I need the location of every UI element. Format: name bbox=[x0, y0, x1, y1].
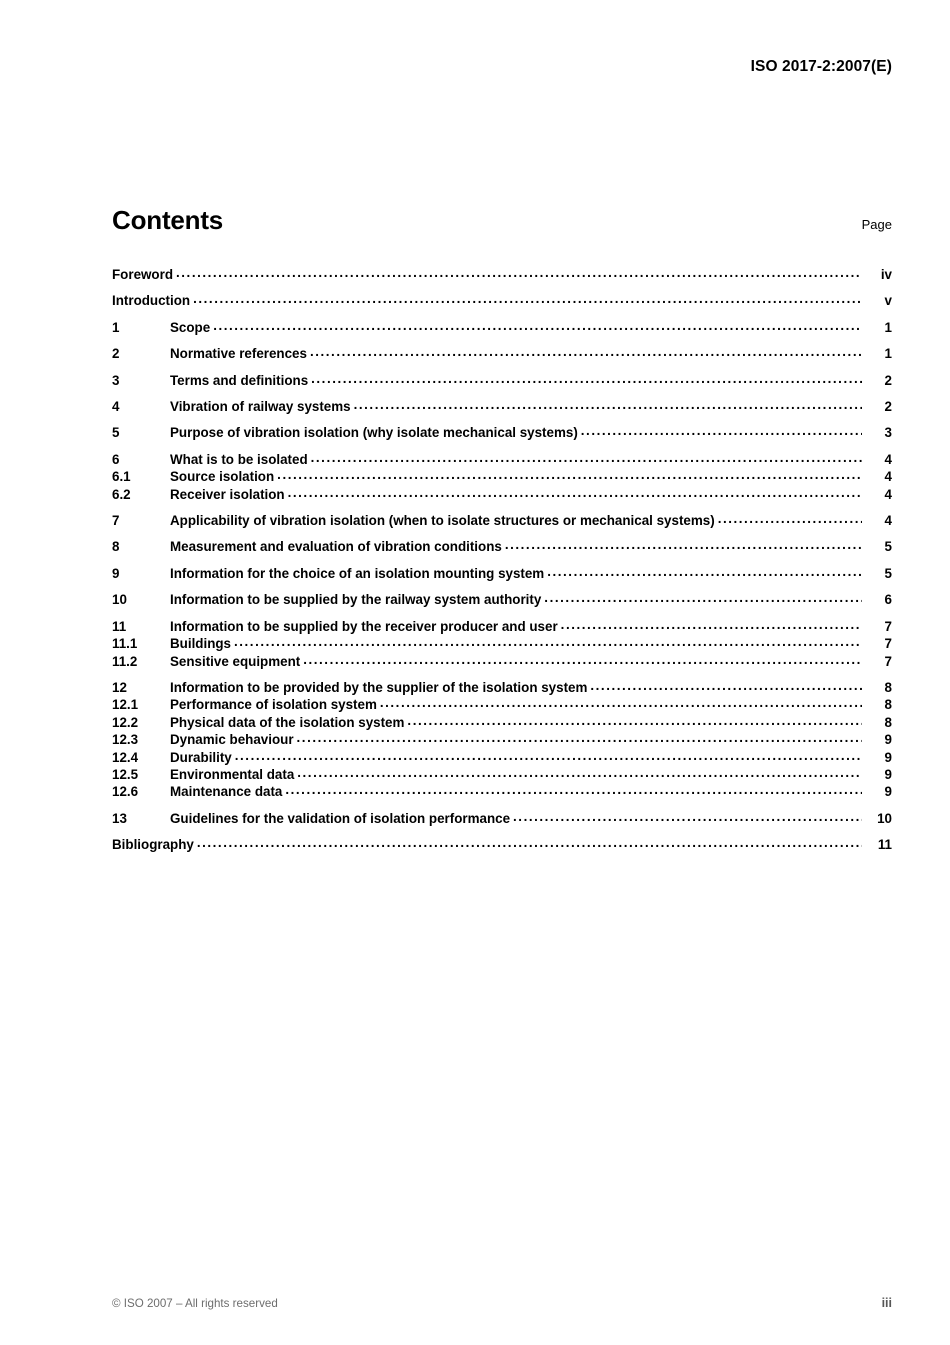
toc-leader-dots bbox=[311, 451, 862, 464]
toc-leader-dots bbox=[505, 538, 862, 551]
toc-entry-page: 8 bbox=[884, 697, 892, 713]
footer-page-number: iii bbox=[881, 1296, 892, 1310]
table-of-contents bbox=[112, 266, 892, 854]
toc-entry[interactable] bbox=[112, 319, 892, 336]
toc-entry[interactable] bbox=[112, 679, 892, 696]
toc-entry-label: Purpose of vibration isolation (why isolate mechanical systems) bbox=[170, 425, 578, 441]
toc-entry-label: Environmental data bbox=[170, 766, 295, 782]
toc-entry[interactable] bbox=[112, 292, 892, 309]
toc-entry[interactable] bbox=[112, 810, 892, 827]
contents-heading-row bbox=[112, 205, 892, 236]
toc-entry-label: Guidelines for the validation of isolation performance bbox=[170, 810, 511, 826]
document-header bbox=[112, 58, 892, 76]
toc-entry-page: 9 bbox=[884, 784, 892, 800]
toc-group bbox=[112, 679, 892, 801]
toc-group bbox=[112, 512, 892, 529]
toc-entry-page: 1 bbox=[884, 346, 892, 362]
toc-leader-dots bbox=[718, 512, 862, 525]
toc-entry-page: 7 bbox=[884, 636, 892, 652]
toc-entry-number: 7 bbox=[112, 513, 120, 529]
toc-entry-number: 11.1 bbox=[112, 636, 138, 652]
toc-entry-label: Buildings bbox=[170, 636, 231, 652]
toc-entry-number: 12 bbox=[112, 679, 127, 695]
toc-leader-dots bbox=[544, 591, 862, 604]
toc-group bbox=[112, 836, 892, 853]
toc-entry[interactable] bbox=[112, 345, 892, 362]
toc-entry[interactable] bbox=[112, 836, 892, 853]
toc-entry-page: 7 bbox=[884, 618, 892, 634]
toc-entry-page: 5 bbox=[884, 539, 892, 555]
toc-entry-page: 9 bbox=[884, 732, 892, 748]
toc-entry[interactable] bbox=[112, 372, 892, 389]
toc-leader-dots bbox=[197, 836, 862, 849]
toc-entry-number: 12.1 bbox=[112, 697, 139, 713]
toc-entry-page: iv bbox=[880, 267, 892, 282]
toc-group bbox=[112, 319, 892, 336]
toc-entry-label: Foreword bbox=[112, 267, 174, 282]
toc-leader-dots bbox=[297, 731, 862, 744]
toc-entry-label: Vibration of railway systems bbox=[170, 399, 351, 415]
toc-group bbox=[112, 424, 892, 441]
toc-leader-dots bbox=[303, 653, 862, 666]
toc-entry-page: 10 bbox=[877, 810, 892, 826]
toc-entry-number: 11 bbox=[112, 618, 127, 634]
toc-entry-label: Durability bbox=[170, 749, 232, 765]
toc-entry-number: 4 bbox=[112, 399, 120, 415]
toc-group bbox=[112, 451, 892, 503]
toc-entry-number: 3 bbox=[112, 372, 120, 388]
toc-entry[interactable] bbox=[112, 398, 892, 415]
toc-entry-number: 2 bbox=[112, 346, 120, 362]
toc-entry[interactable] bbox=[112, 486, 892, 503]
toc-entry[interactable] bbox=[112, 635, 892, 652]
toc-leader-dots bbox=[380, 696, 862, 709]
toc-leader-dots bbox=[513, 810, 862, 823]
toc-leader-dots bbox=[407, 714, 862, 727]
toc-entry-page: 6 bbox=[884, 592, 892, 608]
toc-entry-page: 8 bbox=[884, 679, 892, 695]
toc-entry[interactable] bbox=[112, 653, 892, 670]
toc-entry-number: 6.2 bbox=[112, 486, 131, 502]
toc-entry-label: Maintenance data bbox=[170, 784, 283, 800]
toc-entry[interactable] bbox=[112, 565, 892, 582]
toc-leader-dots bbox=[590, 679, 862, 692]
toc-group bbox=[112, 618, 892, 670]
toc-entry-number: 8 bbox=[112, 539, 120, 555]
page-title: Contents bbox=[112, 205, 224, 235]
toc-entry-label: Normative references bbox=[170, 346, 307, 362]
toc-entry-label: Dynamic behaviour bbox=[170, 732, 294, 748]
toc-entry-label: Measurement and evaluation of vibration conditions bbox=[170, 539, 502, 555]
toc-leader-dots bbox=[285, 783, 862, 796]
toc-entry[interactable] bbox=[112, 696, 892, 713]
toc-entry-number: 6.1 bbox=[112, 469, 131, 485]
document-footer bbox=[112, 1296, 892, 1310]
toc-entry[interactable] bbox=[112, 783, 892, 800]
page-column-header: Page bbox=[861, 217, 892, 232]
toc-leader-dots bbox=[176, 266, 862, 279]
toc-entry-page: 2 bbox=[884, 399, 892, 415]
toc-entry[interactable] bbox=[112, 266, 892, 283]
toc-entry-page: 2 bbox=[884, 372, 892, 388]
toc-entry-page: 4 bbox=[884, 451, 892, 467]
toc-entry-label: Information for the choice of an isolation mounting system bbox=[170, 565, 545, 581]
toc-entry[interactable] bbox=[112, 538, 892, 555]
toc-entry-label: Scope bbox=[170, 319, 211, 335]
toc-group bbox=[112, 538, 892, 555]
toc-group bbox=[112, 398, 892, 415]
toc-group bbox=[112, 372, 892, 389]
toc-entry-label: Physical data of the isolation system bbox=[170, 714, 405, 730]
toc-entry-number: 12.2 bbox=[112, 714, 139, 730]
toc-leader-dots bbox=[193, 292, 862, 305]
toc-entry-number: 1 bbox=[112, 319, 120, 335]
toc-entry-page: 5 bbox=[884, 565, 892, 581]
toc-entry-number: 11.2 bbox=[112, 653, 138, 669]
toc-leader-dots bbox=[547, 565, 862, 578]
toc-leader-dots bbox=[234, 635, 862, 648]
toc-group bbox=[112, 591, 892, 608]
document-identifier: ISO 2017-2:2007(E) bbox=[750, 58, 892, 75]
toc-entry-label: Sensitive equipment bbox=[170, 653, 301, 669]
toc-leader-dots bbox=[297, 766, 862, 779]
toc-group bbox=[112, 565, 892, 582]
toc-leader-dots bbox=[277, 468, 862, 481]
toc-entry-page: 3 bbox=[884, 425, 892, 441]
toc-entry-label: Bibliography bbox=[112, 837, 194, 853]
toc-entry[interactable] bbox=[112, 731, 892, 748]
toc-entry-label: Introduction bbox=[112, 293, 191, 309]
toc-entry-page: 9 bbox=[884, 766, 892, 782]
toc-entry-page: v bbox=[884, 293, 892, 309]
copyright-notice: © ISO 2007 – All rights reserved bbox=[112, 1297, 278, 1310]
toc-entry-label: Applicability of vibration isolation (when to isolate structures or mechanical systems) bbox=[170, 513, 715, 529]
toc-entry[interactable] bbox=[112, 424, 892, 441]
toc-entry-number: 5 bbox=[112, 425, 120, 441]
toc-leader-dots bbox=[311, 372, 862, 385]
toc-entry[interactable] bbox=[112, 749, 892, 766]
toc-entry-label: Performance of isolation system bbox=[170, 697, 377, 713]
toc-entry-page: 1 bbox=[884, 319, 892, 335]
toc-group bbox=[112, 810, 892, 827]
toc-entry-page: 11 bbox=[877, 837, 892, 853]
toc-leader-dots bbox=[288, 486, 862, 499]
toc-entry[interactable] bbox=[112, 451, 892, 468]
toc-entry-label: Receiver isolation bbox=[170, 486, 285, 502]
toc-entry-label: What is to be isolated bbox=[170, 451, 308, 467]
toc-entry-label: Information to be supplied by the receiver producer and user bbox=[170, 618, 558, 634]
toc-entry[interactable] bbox=[112, 714, 892, 731]
toc-group bbox=[112, 345, 892, 362]
toc-leader-dots bbox=[561, 618, 862, 631]
toc-entry-number: 10 bbox=[112, 592, 127, 608]
toc-entry[interactable] bbox=[112, 512, 892, 529]
toc-entry-label: Source isolation bbox=[170, 469, 275, 485]
toc-entry-page: 9 bbox=[884, 749, 892, 765]
toc-entry[interactable] bbox=[112, 468, 892, 485]
toc-leader-dots bbox=[310, 345, 862, 358]
toc-entry-page: 4 bbox=[884, 513, 892, 529]
toc-entry-label: Terms and definitions bbox=[170, 372, 309, 388]
toc-entry-page: 8 bbox=[884, 714, 892, 730]
toc-leader-dots bbox=[581, 424, 862, 437]
toc-entry-label: Information to be supplied by the railway system authority bbox=[170, 592, 542, 608]
toc-entry-number: 9 bbox=[112, 565, 120, 581]
toc-leader-dots bbox=[213, 319, 862, 332]
toc-entry-page: 4 bbox=[884, 469, 892, 485]
toc-entry-page: 4 bbox=[884, 486, 892, 502]
toc-entry-label: Information to be provided by the supplier of the isolation system bbox=[170, 679, 588, 695]
toc-group bbox=[112, 266, 892, 283]
toc-entry[interactable] bbox=[112, 618, 892, 635]
toc-leader-dots bbox=[235, 749, 862, 762]
toc-entry-page: 7 bbox=[884, 653, 892, 669]
toc-leader-dots bbox=[354, 398, 862, 411]
toc-entry[interactable] bbox=[112, 766, 892, 783]
toc-entry-number: 12.3 bbox=[112, 732, 139, 748]
toc-entry[interactable] bbox=[112, 591, 892, 608]
toc-entry-number: 12.5 bbox=[112, 766, 139, 782]
toc-entry-number: 12.6 bbox=[112, 784, 139, 800]
toc-entry-number: 6 bbox=[112, 451, 120, 467]
toc-entry-number: 13 bbox=[112, 810, 127, 826]
toc-entry-number: 12.4 bbox=[112, 749, 139, 765]
toc-group bbox=[112, 292, 892, 309]
